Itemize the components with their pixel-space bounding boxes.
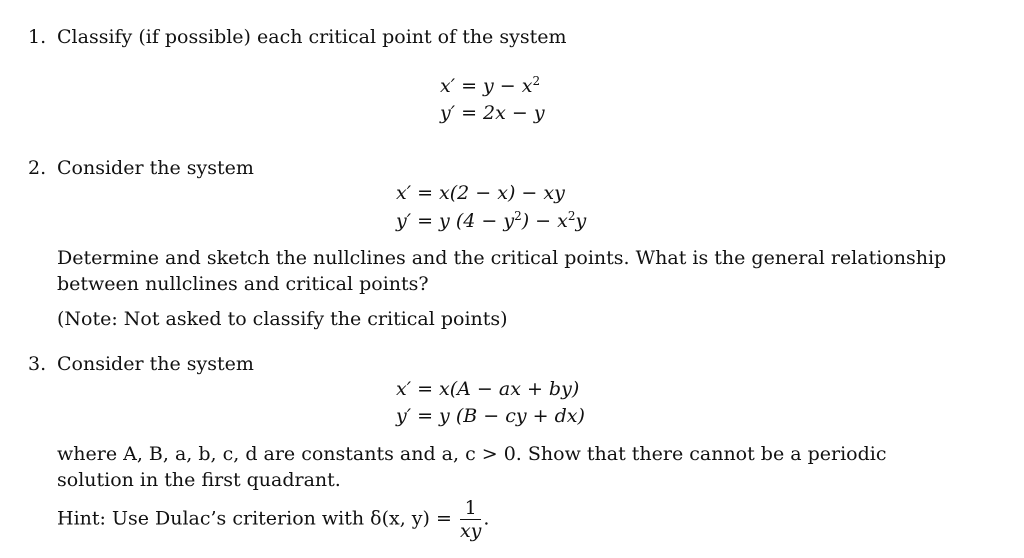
problem-1-intro: Classify (if possible) each critical point of the system — [57, 26, 567, 48]
problem-3-hint: Hint: Use Dulac’s criterion with δ(x, y) = $\frac{1}{xy}$ . — [57, 497, 490, 542]
problem-3-intro: Consider the system — [57, 353, 254, 375]
problem-3-number: 3. — [28, 353, 47, 375]
problem-2-number: 2. — [28, 157, 47, 179]
problem-2-equation-2: y′ = y $(4 - y^2) - x^2y$ — [396, 209, 587, 232]
problem-3-body: where A, B, a, b, c, d are constants and a, c > 0. Show that there cannot be a periodic solution in the first quadrant. — [57, 443, 887, 491]
problem-1-equation-2: y′ = 2x − y — [440, 102, 545, 124]
problem-2-note: (Note: Not asked to classify the critical points) — [57, 308, 508, 330]
problem-2-equation-1: x′ = x(2 − x) − xy — [396, 182, 565, 204]
problem-1-equation-1: $x' = y - x^2$ — [440, 74, 541, 97]
problem-2-intro: Consider the system — [57, 157, 254, 179]
problem-3-equation-1: x′ = x(A − ax + by) — [396, 378, 580, 400]
problem-2-body: Determine and sketch the nullclines and the critical points. What is the general relationship between nullclines and critical points? — [57, 247, 947, 295]
hint-fraction: $\frac{1}{xy}$ — [459, 497, 482, 542]
problem-1-number: 1. — [28, 26, 47, 48]
problem-3-equation-2: y′ = y (B − cy + dx) — [396, 405, 585, 427]
